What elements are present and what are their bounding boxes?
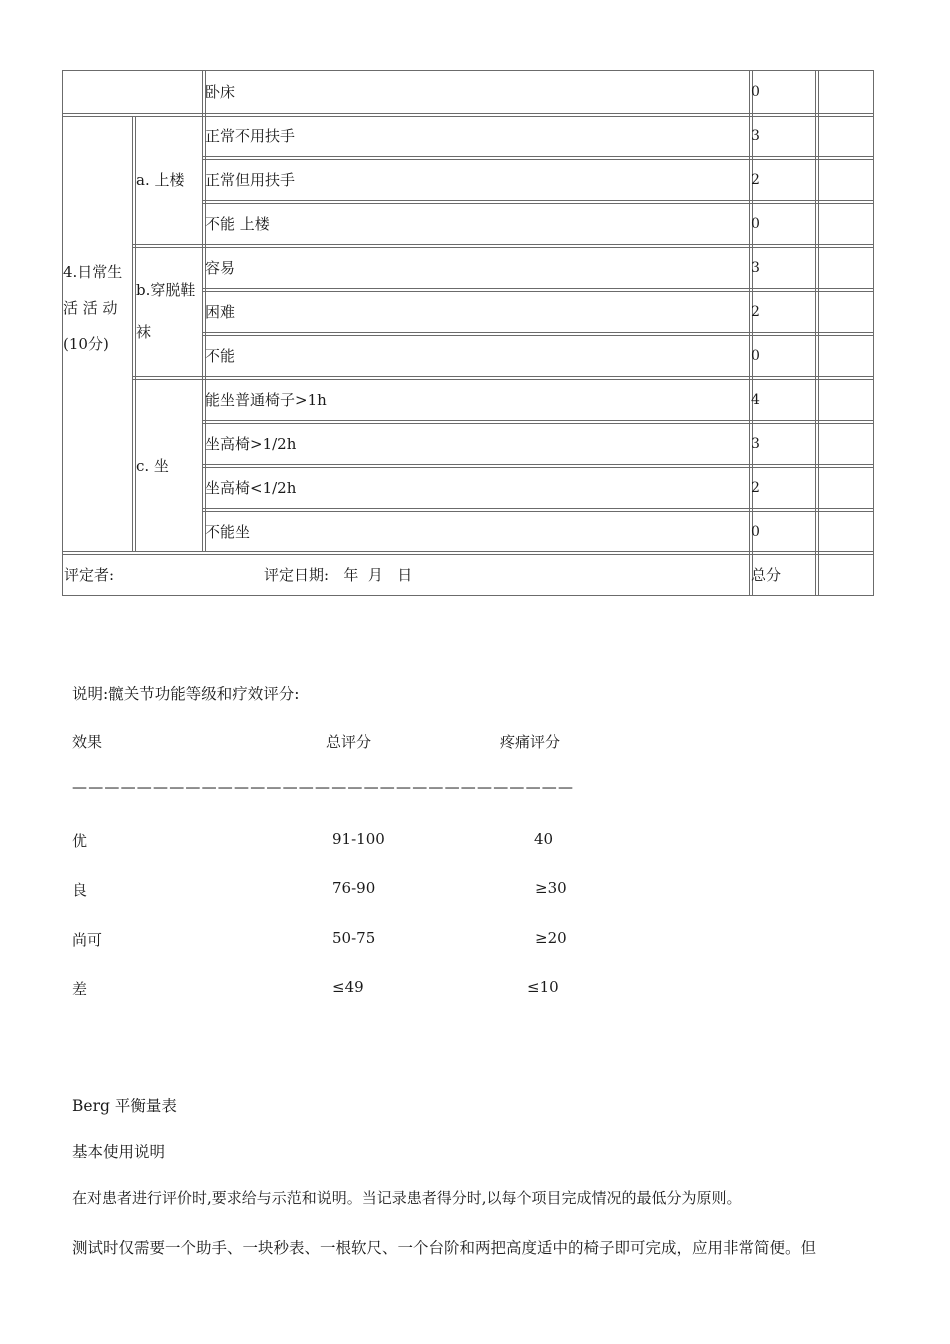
row-divider	[202, 420, 874, 421]
result-pain: ≤10	[527, 978, 559, 996]
col-divider	[818, 70, 819, 595]
berg-title: Berg 平衡量表	[72, 1097, 177, 1115]
result-effect: 良	[72, 881, 88, 899]
subcategory-stairs: a. 上楼	[136, 171, 185, 189]
row-divider	[202, 159, 874, 160]
row-divider	[202, 511, 874, 512]
table-item: 不能坐	[205, 523, 251, 541]
row-divider	[202, 508, 874, 509]
table-score: 2	[751, 480, 760, 496]
result-effect: 优	[72, 832, 88, 850]
assessment-date-label: 评定日期: 年 月 日	[264, 566, 413, 584]
result-total: ≤49	[332, 978, 364, 996]
explanation-title: 说明:髋关节功能等级和疗效评分:	[72, 685, 300, 703]
result-pain: ≥30	[535, 879, 567, 897]
table-item: 卧床	[205, 83, 236, 101]
section-label-line: (10分)	[63, 335, 109, 353]
row-divider	[202, 467, 874, 468]
table-item: 正常不用扶手	[205, 127, 296, 145]
section-label	[63, 254, 133, 362]
header-total: 总评分	[326, 733, 372, 751]
section-label-line: 4.日常生	[63, 263, 123, 281]
table-item: 坐高椅<1/2h	[205, 479, 297, 497]
row-divider	[132, 247, 874, 248]
result-total: 91-100	[332, 830, 385, 848]
result-effect: 差	[72, 980, 88, 998]
table-score: 2	[751, 172, 760, 188]
header-pain: 疼痛评分	[500, 733, 561, 751]
table-item: 容易	[205, 259, 236, 277]
col-divider	[815, 70, 816, 595]
table-item: 困难	[205, 303, 236, 321]
table-score: 3	[751, 260, 760, 276]
table-bottom-border	[62, 595, 874, 596]
table-item: 不能	[205, 347, 236, 365]
table-right-border	[873, 70, 874, 595]
table-score: 0	[751, 348, 760, 364]
row-divider	[132, 244, 874, 245]
result-total: 76-90	[332, 879, 376, 897]
row-divider	[202, 335, 874, 336]
row-divider	[202, 288, 874, 289]
section-label-line: 活 活 动	[63, 299, 118, 317]
row-divider	[132, 379, 874, 380]
row-divider	[202, 200, 874, 201]
col-divider	[749, 70, 750, 595]
result-pain: ≥20	[535, 929, 567, 947]
table-score: 0	[751, 84, 760, 100]
subcategory-shoes-cont: 袜	[136, 323, 152, 341]
row-divider	[202, 423, 874, 424]
table-score: 3	[751, 436, 760, 452]
assessor-label: 评定者:	[64, 566, 115, 584]
header-effect: 效果	[72, 733, 103, 751]
table-score: 0	[751, 216, 760, 232]
result-pain: 40	[534, 830, 554, 848]
table-item: 坐高椅>1/2h	[205, 435, 297, 453]
berg-subtitle: 基本使用说明	[72, 1143, 166, 1161]
table-score: 4	[751, 392, 760, 408]
subcategory-shoes: b.穿脱鞋	[136, 281, 196, 299]
berg-paragraph: 在对患者进行评价时,要求给与示范和说明。当记录患者得分时,以每个项目完成情况的最低分为原则。	[72, 1189, 742, 1207]
table-item: 不能 上楼	[205, 215, 270, 233]
row-divider	[202, 291, 874, 292]
table-score: 2	[751, 304, 760, 320]
row-divider	[202, 203, 874, 204]
row-divider	[202, 156, 874, 157]
result-total: 50-75	[332, 929, 376, 947]
col-divider	[752, 70, 753, 595]
col-divider	[202, 70, 203, 551]
berg-paragraph: 测试时仅需要一个助手、一块秒表、一根软尺、一个台阶和两把高度适中的椅子即可完成，应用非常简便。但	[72, 1239, 817, 1257]
subcategory-sit: c. 坐	[136, 457, 169, 475]
table-item: 正常但用扶手	[205, 171, 296, 189]
table-item: 能坐普通椅子>1h	[205, 391, 327, 409]
result-effect: 尚可	[72, 931, 103, 949]
divider-line: ———————————————————————————————	[72, 778, 575, 796]
row-divider	[132, 376, 874, 377]
row-divider	[202, 464, 874, 465]
row-divider	[202, 332, 874, 333]
total-score-label: 总分	[751, 566, 782, 584]
table-score: 0	[751, 524, 760, 540]
table-score: 3	[751, 128, 760, 144]
